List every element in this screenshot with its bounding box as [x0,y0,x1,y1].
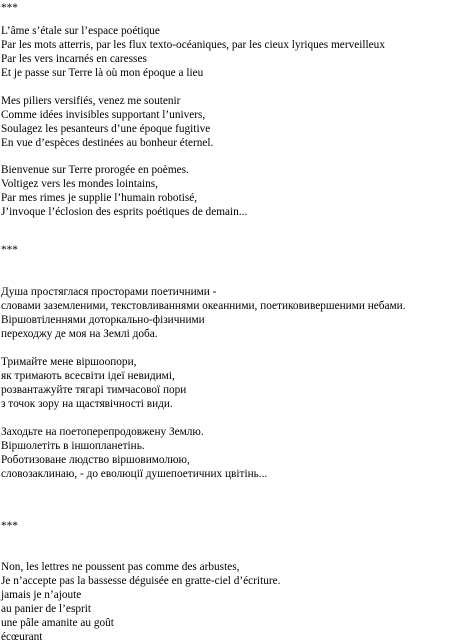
poem-line: Тримайте мене віршоопори, [1,356,137,368]
poem-line: Заходьте на поетоперепродовжену Землю. [1,426,204,438]
poem-line: jamais je n’ajoute [1,589,82,601]
poem-line: Voltigez vers les mondes lointains, [1,178,158,190]
poem-line: Par les vers incarnés en caresses [1,53,147,65]
poem-line: розвантажуйте тягарі тимчасової пори [1,384,187,396]
poem-line: Comme idées invisibles supportant l’univers, [1,109,206,121]
poem-line: Par les mots atterris, par les flux texto-océaniques, par les cieux lyriques merveilleux [1,39,385,51]
poem-line: Je n’accepte pas la bassesse déguisée en gratte-ciel d’écriture. [1,575,281,587]
poem-line: Душа простяглася просторами поетичними - [1,286,217,298]
poem-line: словозаклинаю, - до еволюції душепоетичних цвітінь... [1,468,268,480]
separator: *** [1,520,18,532]
poem-line: Віршовтіленнями доторкально-фізичними [1,314,205,326]
poem-line: Bienvenue sur Terre prorogée en poèmes. [1,164,189,176]
separator: *** [1,244,18,256]
poem-line: au panier de l’esprit [1,603,92,615]
poem-line: переходжу де моя на Землі доба. [1,328,158,340]
separator: *** [1,2,18,14]
poem-line: Mes piliers versifiés, venez me soutenir [1,95,181,107]
poem-line: словами заземленими, текстовливаннями океанними, поетиковивершеними небами. [1,300,406,312]
poem-line: Et je passe sur Terre là où mon époque a lieu [1,67,204,79]
poem-line: J’invoque l’éclosion des esprits poétiques de demain... [1,206,248,218]
poem-line: Par mes rimes je supplie l’humain robotisé, [1,192,198,204]
poem-line: une pâle amanite au goût [1,617,114,629]
poem-line: Soulagez les pesanteurs d’une époque fugitive [1,123,211,135]
poem-line: з точок зору на щастявічності види. [1,398,173,410]
poem-line: як тримають всесвіти ідеї невидимі, [1,370,175,382]
poem-line: En vue d’espèces destinées au bonheur éternel. [1,137,214,149]
poem-line: écœurant [1,631,43,643]
poem-line: Non, les lettres ne poussent pas comme des arbustes, [1,561,240,573]
poem-line: L’âme s’étale sur l’espace poétique [1,25,160,37]
poem-line: Роботизоване людство віршовимолюю, [1,454,190,466]
poem-line: Віршолетіть в іншопланетінь. [1,440,145,452]
